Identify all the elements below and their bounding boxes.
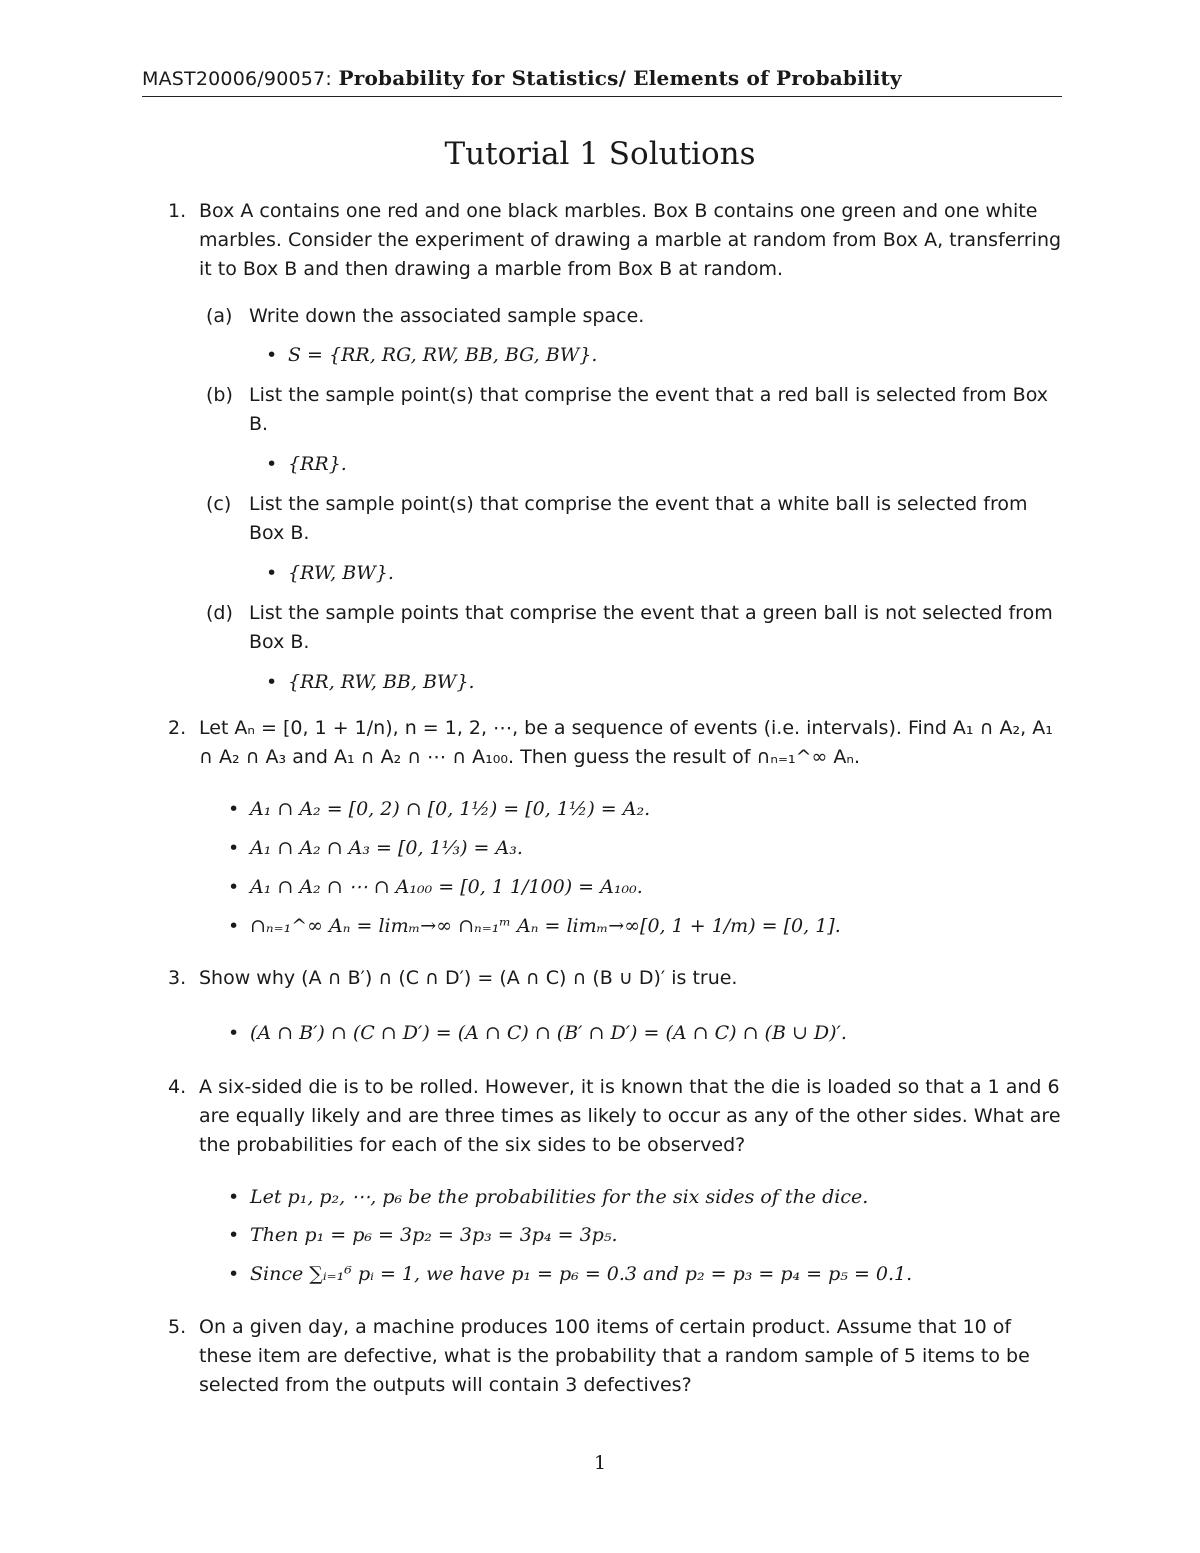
answer-4-item: [228, 1183, 868, 1212]
answer-4-item: [228, 1221, 618, 1250]
question-number: 2.: [168, 717, 187, 739]
question-number: 1.: [168, 200, 187, 222]
part-text: List the sample points that comprise the event that a green ball is not selected from Box B.: [249, 602, 1053, 653]
bullet: •: [228, 1022, 240, 1044]
question-4: [168, 1073, 1068, 1160]
question-5: [168, 1313, 1068, 1400]
question-1c: [206, 490, 1068, 548]
question-number: 4.: [168, 1076, 187, 1098]
bullet: •: [228, 1224, 240, 1246]
answer-text: Let p₁, p₂, ⋯, p₆ be the probabilities for the six sides of the dice.: [250, 1186, 869, 1208]
course-code: MAST20006/90057:: [142, 68, 332, 90]
answer-text: ∩ₙ₌₁^∞ Aₙ = limₘ→∞ ∩ₙ₌₁ᵐ Aₙ = limₘ→∞[0, 1 + 1/m) = [0, 1].: [250, 915, 841, 937]
part-text: List the sample point(s) that comprise the event that a red ball is selected from Box B.: [249, 384, 1048, 435]
part-label: (c): [206, 493, 232, 515]
question-number: 5.: [168, 1316, 187, 1338]
part-text: Write down the associated sample space.: [249, 305, 645, 327]
answer-1a: [266, 341, 597, 370]
part-label: (b): [206, 384, 233, 406]
answer-text: {RR, RW, BB, BW}.: [288, 671, 475, 693]
bullet: •: [228, 915, 240, 937]
answer-1c: [266, 559, 394, 588]
question-1d: [206, 599, 1068, 657]
part-label: (d): [206, 602, 233, 624]
answer-4-item: [228, 1260, 912, 1289]
answer-2-item: [228, 834, 523, 863]
question-1b: [206, 381, 1068, 439]
bullet: •: [228, 876, 240, 898]
question-text: A six-sided die is to be rolled. However, it is known that the die is loaded so that a 1 and 6 are equally likely and are three times as likely to occur as any of the other sides. What are the probabilities for each of the six sides to be observed?: [199, 1076, 1061, 1156]
answer-text: Then p₁ = p₆ = 3p₂ = 3p₃ = 3p₄ = 3p₅.: [250, 1224, 618, 1246]
bullet: •: [266, 344, 278, 366]
answer-text: S = {RR, RG, RW, BB, BG, BW}.: [288, 344, 598, 366]
answer-text: {RR}.: [288, 453, 347, 475]
question-number: 3.: [168, 967, 187, 989]
question-3: [168, 964, 1068, 993]
answer-3: [228, 1019, 847, 1048]
bullet: •: [266, 562, 278, 584]
document-title: Tutorial 1 Solutions: [444, 136, 756, 172]
bullet: •: [228, 837, 240, 859]
question-1a: [206, 302, 1068, 331]
answer-text: {RW, BW}.: [288, 562, 394, 584]
answer-text: (A ∩ B′) ∩ (C ∩ D′) = (A ∩ C) ∩ (B′ ∩ D′) = (A ∩ C) ∩ (B ∪ D)′.: [250, 1022, 847, 1044]
answer-text: A₁ ∩ A₂ ∩ ⋯ ∩ A₁₀₀ = [0, 1 1/100) = A₁₀₀.: [250, 876, 643, 898]
course-title: Probability for Statistics/ Elements of Probability: [338, 66, 902, 90]
answer-1b: [266, 450, 347, 479]
question-text: Box A contains one red and one black marbles. Box B contains one green and one white marbles. Consider the experiment of drawing a marble at random from Box A, transferring it to Box B and then drawing a marble from Box B at random.: [199, 200, 1062, 280]
bullet: •: [228, 1263, 240, 1285]
running-header: [142, 66, 1062, 97]
question-text: Show why (A ∩ B′) ∩ (C ∩ D′) = (A ∩ C) ∩ (B ∪ D)′ is true.: [199, 967, 738, 989]
answer-text: A₁ ∩ A₂ ∩ A₃ = [0, 1⅓) = A₃.: [250, 837, 523, 859]
answer-2-item: [228, 912, 841, 941]
answer-text: A₁ ∩ A₂ = [0, 2) ∩ [0, 1½) = [0, 1½) = A₂.: [250, 798, 651, 820]
question-text: On a given day, a machine produces 100 items of certain product. Assume that 10 of these item are defective, what is the probability that a random sample of 5 items to be selected from the outputs will contain 3 defectives?: [199, 1316, 1030, 1396]
answer-2-item: [228, 795, 650, 824]
bullet: •: [266, 453, 278, 475]
question-1: [168, 197, 1068, 284]
question-text: Let Aₙ = [0, 1 + 1/n), n = 1, 2, ⋯, be a sequence of events (i.e. intervals). Find A₁ ∩ A₂, A₁ ∩ A₂ ∩ A₃ and A₁ ∩ A₂ ∩ ⋯ ∩ A₁₀₀. Then guess the result of ∩ₙ₌₁^∞ Aₙ.: [199, 717, 1053, 768]
question-2: [168, 714, 1068, 772]
answer-text: Since ∑ᵢ₌₁⁶ pᵢ = 1, we have p₁ = p₆ = 0.3 and p₂ = p₃ = p₄ = p₅ = 0.1.: [250, 1263, 913, 1285]
part-text: List the sample point(s) that comprise the event that a white ball is selected from Box B.: [249, 493, 1028, 544]
answer-1d: [266, 668, 475, 697]
bullet: •: [266, 671, 278, 693]
bullet: •: [228, 798, 240, 820]
answer-2-item: [228, 873, 643, 902]
page-number: 1: [593, 1452, 607, 1474]
part-label: (a): [206, 305, 233, 327]
bullet: •: [228, 1186, 240, 1208]
